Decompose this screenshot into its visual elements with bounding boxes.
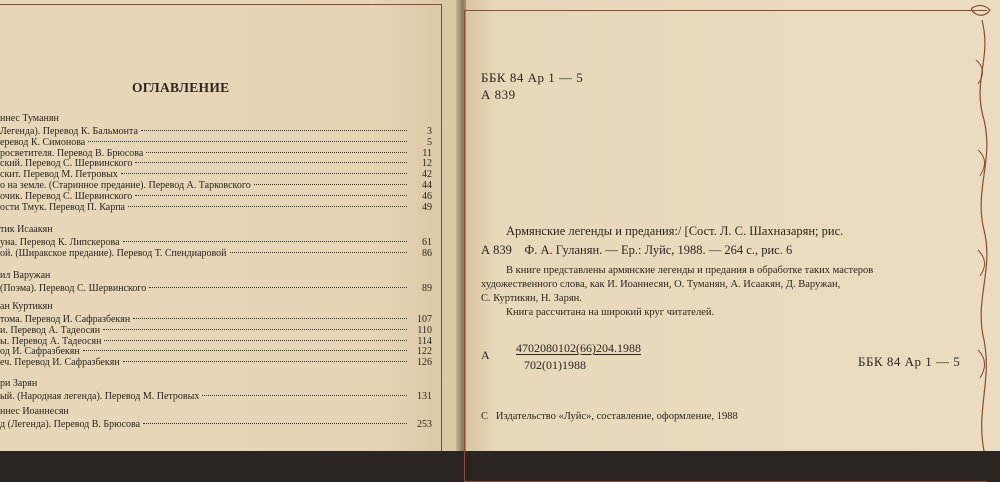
toc-page-number: 122: [417, 346, 432, 358]
toc-page-number: 5: [427, 136, 432, 148]
toc-entry: [0, 419, 432, 430]
toc-page-number: 61: [422, 237, 432, 248]
toc-entry: [0, 180, 432, 191]
toc-leader-dots: [135, 162, 407, 163]
page-border: [464, 10, 987, 482]
toc-entry: [0, 126, 432, 137]
citation-title: Армянские легенды и предания:/ [Сост. Л. С. Шахназарян; рис.: [506, 224, 844, 238]
toc-entry: [0, 346, 432, 357]
toc-entry-title: ский. Перевод С. Шервинского: [0, 158, 133, 170]
toc-author: ри Зарян: [0, 378, 38, 389]
ornament-border-icon: [962, 0, 1000, 451]
toc-title: ОГЛАВЛЕНИЕ: [132, 80, 230, 95]
toc-page-number: 126: [417, 357, 432, 369]
toc-entry-title: ый. (Народная легенда). Перевод М. Петровых: [0, 391, 200, 402]
bbk-index-top: ББК 84 Ар 1 — 5: [481, 70, 584, 85]
toc-entry: [0, 158, 432, 169]
author-mark: А 839: [481, 87, 516, 102]
toc-entry-title: уна. Перевод К. Липскерова: [0, 237, 120, 248]
bbk-index-bottom: ББК 84 Ар 1 — 5: [858, 354, 961, 369]
toc-entry: [0, 325, 432, 336]
toc-page-number: 86: [422, 247, 432, 259]
toc-entry-title: еч. Перевод И. Сафразбекян: [0, 357, 120, 369]
toc-page-number: 46: [422, 190, 432, 202]
toc-entry: [0, 336, 432, 347]
toc-entry-title: тома. Перевод И. Сафразбекян: [0, 314, 131, 325]
toc-entry-title: ой. (Ширакское предание). Перевод Т. Спендиаровой: [0, 247, 227, 259]
toc-page-number: 107: [417, 314, 432, 325]
toc-author: тик Исаакян: [0, 224, 53, 235]
toc-entry: [0, 283, 432, 294]
toc-entry: [0, 169, 432, 180]
toc-entry: [0, 191, 432, 202]
toc-entry: [0, 202, 432, 213]
toc-entry-title: и. Перевод А. Тадеосян: [0, 324, 101, 336]
toc-leader-dots: [104, 340, 407, 341]
toc-leader-dots: [88, 141, 407, 142]
formula-denominator: 702(01)1988: [524, 358, 586, 372]
toc-leader-dots: [135, 195, 407, 196]
toc-page-number: 110: [417, 324, 432, 336]
toc-page-number: 44: [422, 180, 432, 191]
toc-entry-title: (Поэма). Перевод С. Шервинского: [0, 283, 147, 294]
toc-entry-title: д (Легенда). Перевод В. Брюсова: [0, 419, 141, 430]
toc-leader-dots: [123, 241, 407, 242]
toc-entry: [0, 391, 432, 402]
toc-leader-dots: [83, 350, 407, 351]
toc-entry: [0, 148, 432, 159]
toc-leader-dots: [103, 329, 407, 330]
toc-entry-title: росветителя. Перевод В. Брюсова: [0, 147, 144, 159]
toc-leader-dots: [143, 423, 407, 424]
formula-numerator: 4702080102(66)204.1988: [516, 341, 641, 355]
toc-leader-dots: [121, 173, 407, 174]
toc-entry: [0, 237, 432, 248]
toc-leader-dots: [202, 395, 407, 396]
toc-entry-title: од И. Сафразбекян: [0, 346, 80, 358]
toc-entry-title: ы. Перевод А. Тадеосян: [0, 335, 102, 347]
toc-page-number: 114: [417, 335, 432, 347]
toc-entry: [0, 248, 432, 259]
toc-page-number: 131: [417, 391, 432, 402]
toc-page-number: 253: [417, 419, 432, 430]
toc-entry-title: Легенда). Перевод К. Бальмонта: [0, 126, 138, 137]
toc-entry: [0, 357, 432, 368]
toc-leader-dots: [149, 287, 407, 288]
toc-entry: [0, 137, 432, 148]
toc-entry-title: о на земле. (Старинное предание). Перевод А. Тарковского: [0, 180, 251, 191]
toc-page-number: 89: [422, 283, 432, 294]
toc-author: ил Варужан: [0, 270, 51, 281]
toc-entry-title: скит. Перевод М. Петровых: [0, 169, 118, 181]
formula-letter: А: [481, 348, 490, 362]
toc-entry-title: ости Тмук. Перевод П. Карпа: [0, 201, 125, 213]
page-border: [0, 4, 442, 451]
toc-author: ан Куртикян: [0, 301, 53, 312]
toc-leader-dots: [123, 361, 407, 362]
toc-author: ннес Туманян: [0, 113, 59, 124]
annotation-line: В книге представлены армянские легенды и предания в обработке таких мастеров: [506, 265, 874, 276]
toc-leader-dots: [128, 206, 407, 207]
toc-leader-dots: [254, 184, 407, 185]
toc-entry-title: очик. Перевод С. Шервинского: [0, 190, 133, 202]
toc-page-number: 12: [422, 158, 432, 170]
toc-entry: [0, 314, 432, 325]
toc-page-number: 42: [422, 169, 432, 181]
left-page: [0, 0, 462, 451]
toc-page-number: 3: [427, 126, 432, 137]
annotation-line: С. Куртикян, Н. Зарян.: [481, 293, 582, 304]
copyright-line: С Издательство «Луйс», составление, оформление, 1988: [481, 411, 738, 422]
annotation-line: Книга расcчитана на широкий круг читателей.: [506, 307, 715, 318]
annotation-line: художественного слова, как И. Иоаннесян, О. Туманян, А. Исаакян, Д. Варужан,: [481, 279, 841, 290]
citation-details: А 839 Ф. А. Гуланян. — Ер.: Луйс, 1988. — 264 с., рис. 6: [481, 243, 793, 257]
toc-page-number: 49: [422, 201, 432, 213]
toc-page-number: 11: [422, 147, 432, 159]
toc-leader-dots: [141, 130, 407, 131]
toc-leader-dots: [230, 252, 407, 253]
toc-leader-dots: [133, 318, 407, 319]
toc-entry-title: еревод К. Симонова: [0, 136, 86, 148]
toc-leader-dots: [146, 152, 407, 153]
toc-author: ннес Иоаннесян: [0, 406, 69, 417]
